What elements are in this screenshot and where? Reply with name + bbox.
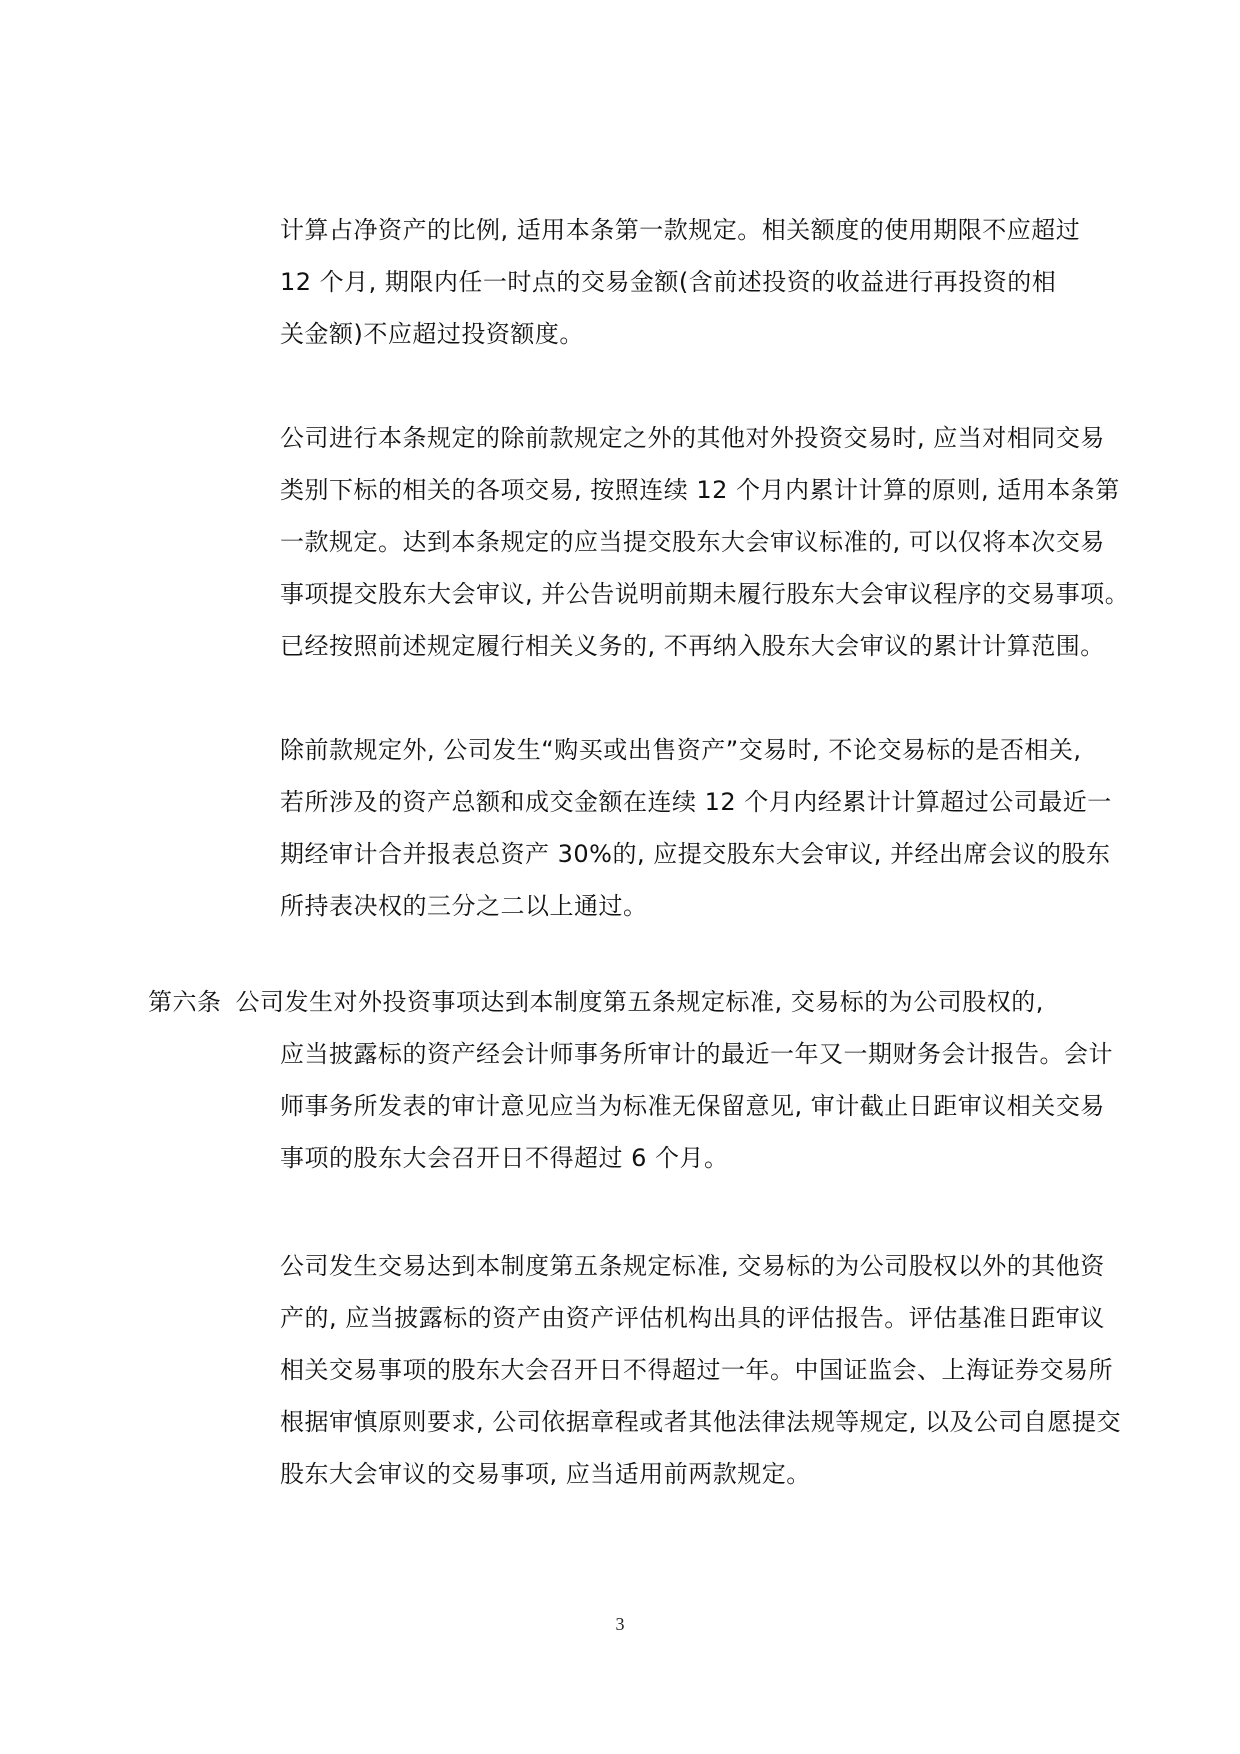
paragraph-2-line-1: 公司进行本条规定的除前款规定之外的其他对外投资交易时, 应当对相同交易 [280, 424, 1105, 452]
paragraph-4-line-2: 应当披露标的资产经会计师事务所审计的最近一年又一期财务会计报告。会计 [280, 1040, 1113, 1068]
paragraph-1-line-1: 计算占净资产的比例, 适用本条第一款规定。相关额度的使用期限不应超过 [280, 216, 1081, 244]
paragraph-1-line-3: 关金额)不应超过投资额度。 [280, 320, 584, 348]
paragraph-5-line-1: 公司发生交易达到本制度第五条规定标准, 交易标的为公司股权以外的其他资 [280, 1252, 1105, 1280]
paragraph-1-line-2: 12 个月, 期限内任一时点的交易金额(含前述投资的收益进行再投资的相 [280, 268, 1057, 296]
article-6-heading-line [148, 986, 1044, 1018]
paragraph-3-line-1: 除前款规定外, 公司发生“购买或出售资产”交易时, 不论交易标的是否相关, [280, 736, 1082, 764]
article-label: 第六条 [148, 988, 222, 1016]
paragraph-5-line-4: 根据审慎原则要求, 公司依据章程或者其他法律法规等规定, 以及公司自愿提交 [280, 1408, 1122, 1436]
paragraph-3-line-4: 所持表决权的三分之二以上通过。 [280, 892, 648, 920]
article-6-first-line: 公司发生对外投资事项达到本制度第五条规定标准, 交易标的为公司股权的, [235, 988, 1044, 1016]
paragraph-2-line-5: 已经按照前述规定履行相关义务的, 不再纳入股东大会审议的累计计算范围。 [280, 632, 1105, 660]
paragraph-2-line-3: 一款规定。达到本条规定的应当提交股东大会审议标准的, 可以仅将本次交易 [280, 528, 1105, 556]
paragraph-5-line-5: 股东大会审议的交易事项, 应当适用前两款规定。 [280, 1460, 811, 1488]
paragraph-3-line-2: 若所涉及的资产总额和成交金额在连续 12 个月内经累计计算超过公司最近一 [280, 788, 1112, 816]
paragraph-3-line-3: 期经审计合并报表总资产 30%的, 应提交股东大会审议, 并经出席会议的股东 [280, 840, 1111, 868]
paragraph-5-line-3: 相关交易事项的股东大会召开日不得超过一年。中国证监会、上海证券交易所 [280, 1356, 1113, 1384]
page-number: 3 [615, 1614, 625, 1634]
paragraph-5-line-2: 产的, 应当披露标的资产由资产评估机构出具的评估报告。评估基准日距审议 [280, 1304, 1105, 1332]
paragraph-4-line-4: 事项的股东大会召开日不得超过 6 个月。 [280, 1144, 729, 1172]
paragraph-4-line-3: 师事务所发表的审计意见应当为标准无保留意见, 审计截止日距审议相关交易 [280, 1092, 1105, 1120]
paragraph-2-line-4: 事项提交股东大会审议, 并公告说明前期未履行股东大会审议程序的交易事项。 [280, 580, 1130, 608]
paragraph-2-line-2: 类别下标的相关的各项交易, 按照连续 12 个月内累计计算的原则, 适用本条第 [280, 476, 1120, 504]
